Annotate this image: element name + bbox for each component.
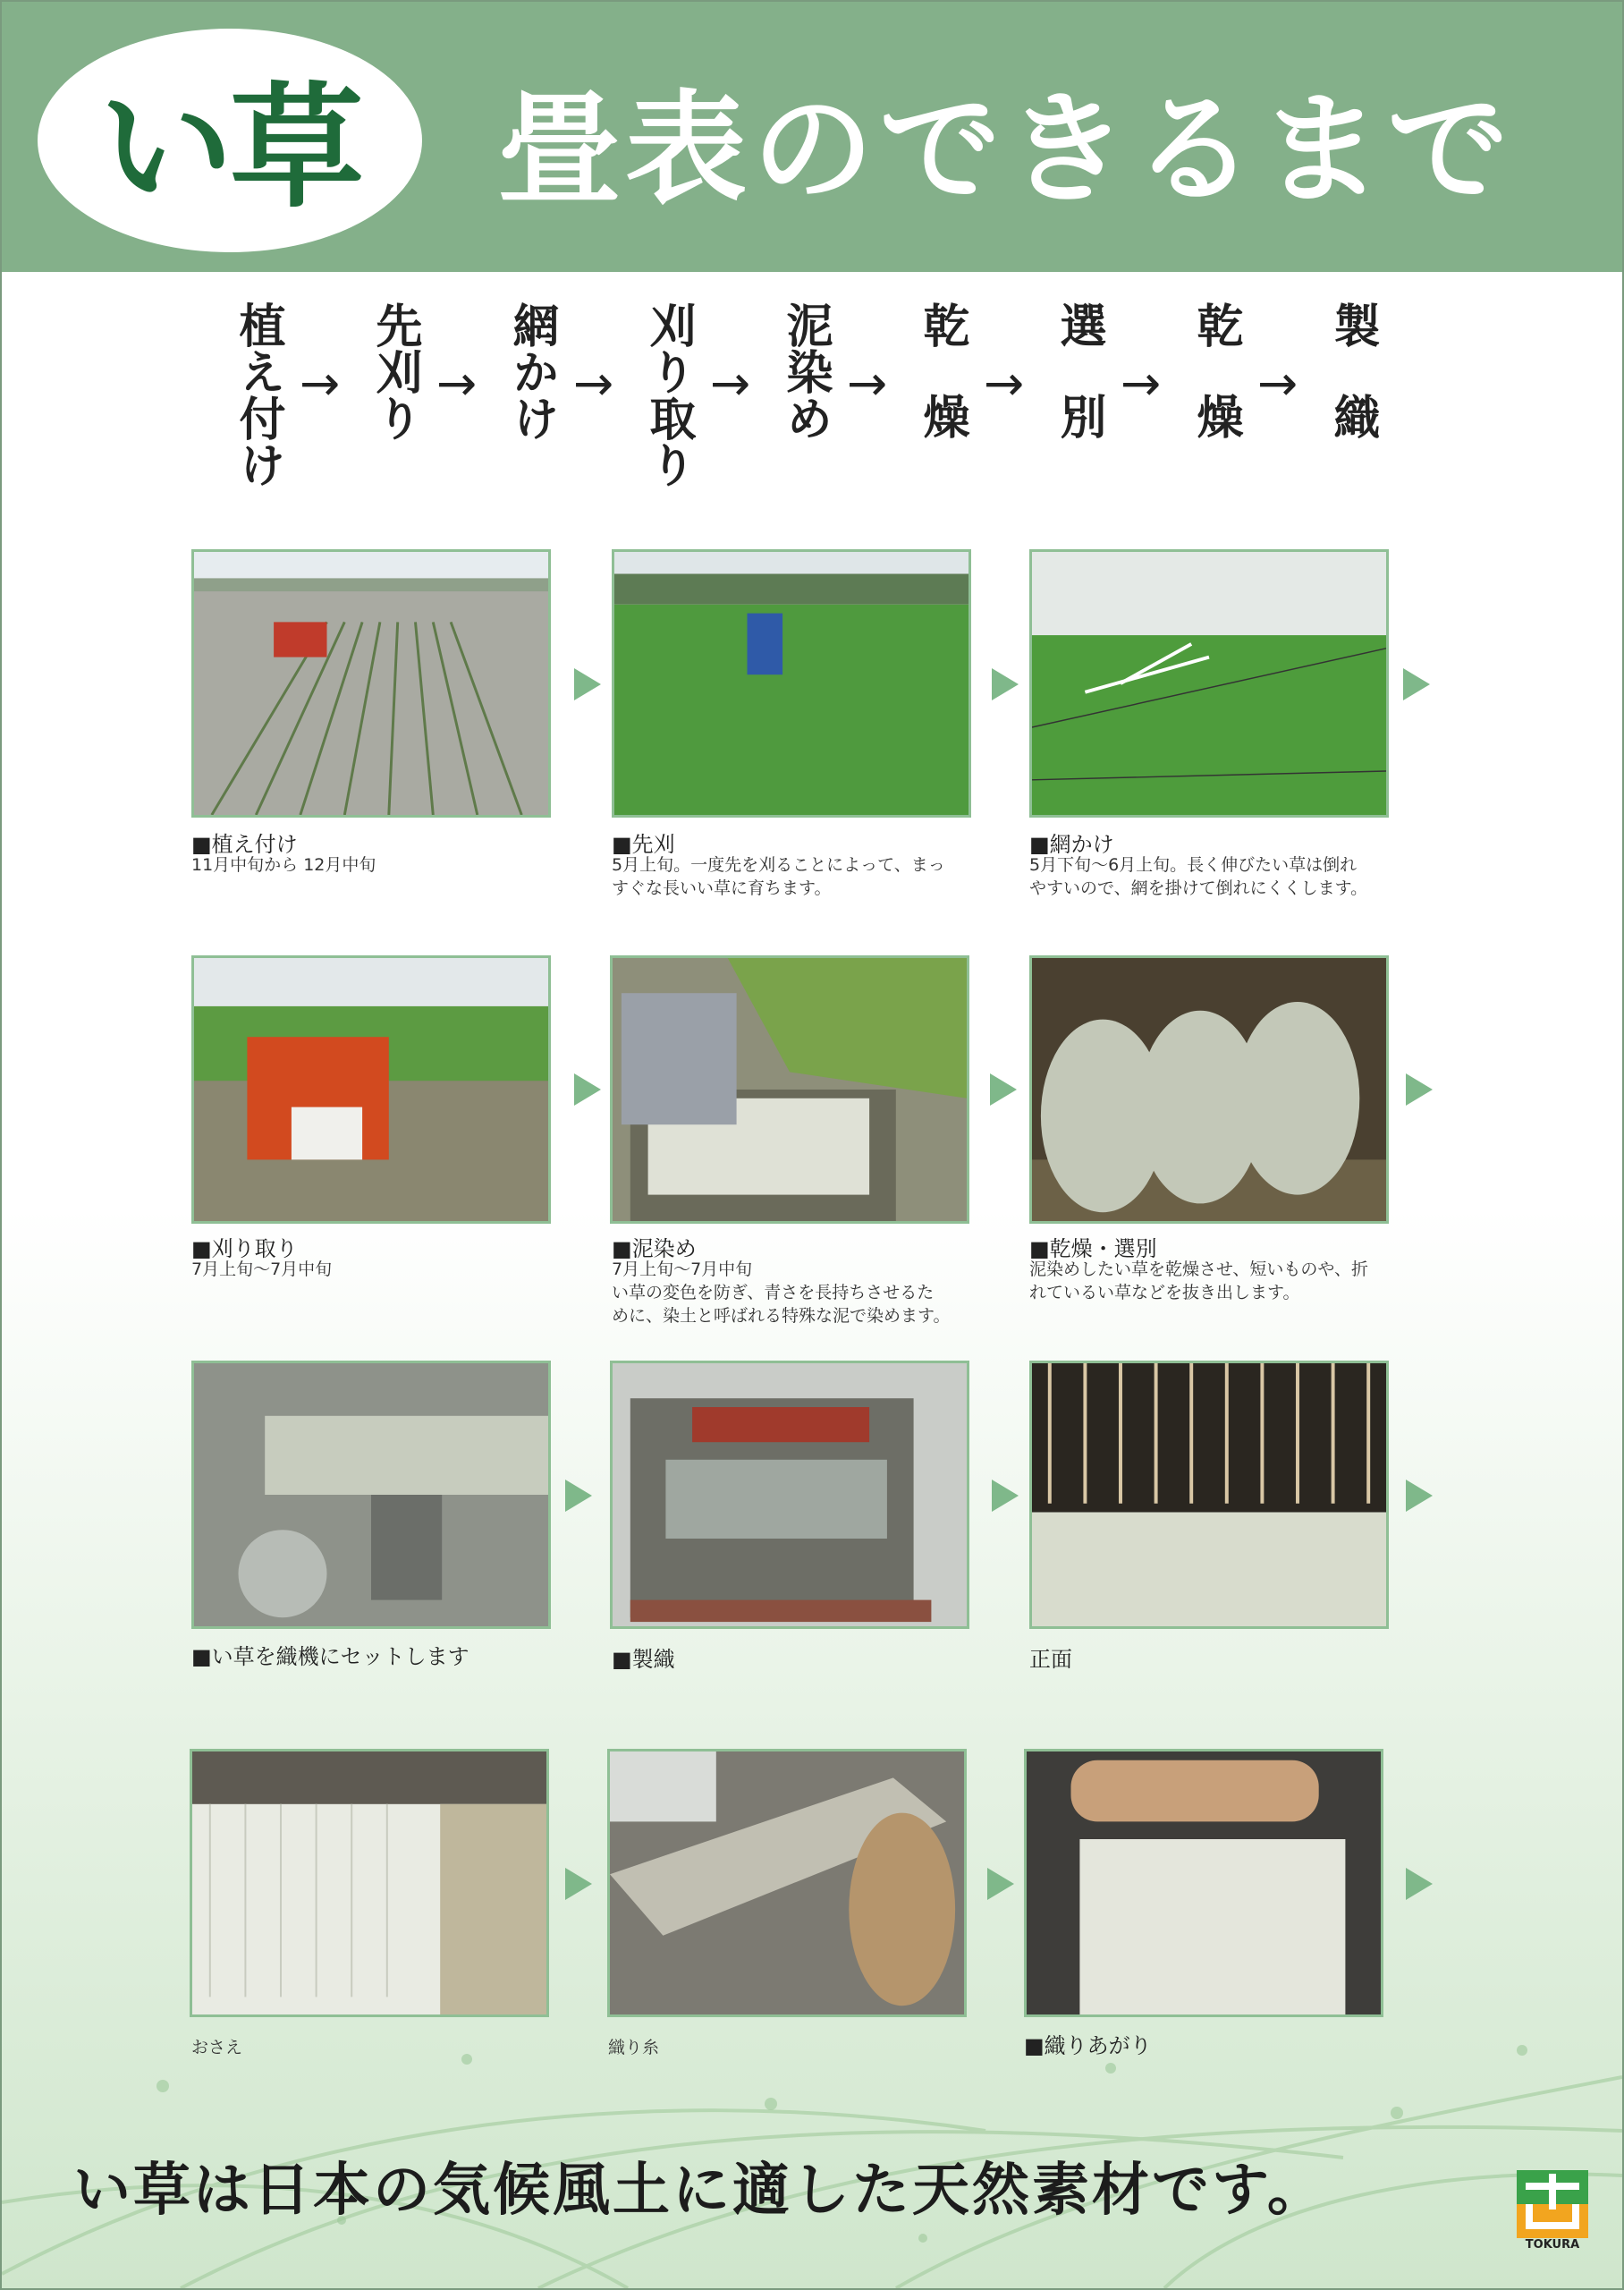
process-flow	[230, 301, 1392, 516]
photo-harvest	[191, 955, 551, 1224]
flow-arrow: →	[573, 355, 614, 411]
badge-oval	[38, 29, 422, 252]
flow-step: 先刈り	[368, 301, 421, 441]
flow-arrow: →	[1257, 355, 1298, 411]
flow-step: 泥染め	[778, 301, 832, 441]
photo-weaving-machine	[610, 1361, 969, 1629]
next-arrow-icon	[1403, 668, 1430, 700]
card-title: ■網かけ	[1029, 832, 1114, 857]
card-desc: おさえ	[191, 2038, 243, 2057]
flow-arrow: →	[1121, 355, 1162, 411]
footer-slogan: い草は日本の気候風土に適した天然素材です。	[73, 2157, 1327, 2224]
photo-drying-bundles	[1029, 955, 1389, 1224]
photo-netting	[1029, 549, 1389, 818]
card-desc: 織り糸	[608, 2038, 660, 2057]
card-title: 正面	[1029, 1647, 1072, 1672]
logo-text: TOKURA	[1525, 2238, 1580, 2252]
next-arrow-icon	[1406, 1073, 1433, 1106]
next-arrow-icon	[574, 668, 601, 700]
card-title: ■い草を織機にセットします	[191, 1644, 469, 1669]
photo-weaving-thread	[607, 1749, 967, 2017]
tokura-logo	[1517, 2170, 1588, 2254]
photo-trimming	[612, 549, 971, 818]
flow-arrow: →	[710, 355, 751, 411]
flow-step: 選別	[1052, 301, 1105, 484]
flow-arrow: →	[436, 355, 478, 411]
photo-loom-setup	[191, 1361, 551, 1629]
card-title: ■先刈	[612, 832, 675, 857]
card-desc: 5月上旬。一度先を刈ることによって、まっ すぐな長いい草に育ちます。	[612, 855, 945, 898]
card-desc: 7月上旬～7月中旬 い草の変色を防ぎ、青さを長持ちさせるた めに、染土と呼ばれる特殊な泥で染めます。	[612, 1260, 951, 1326]
page-title: 畳表のできるまで	[498, 80, 1514, 221]
card-desc: 5月下旬～6月上旬。長く伸びたい草は倒れ やすいので、網を掛けて倒れにくくします。	[1029, 855, 1368, 898]
next-arrow-icon	[990, 1073, 1017, 1106]
next-arrow-icon	[565, 1480, 592, 1512]
flow-step: 網かけ	[504, 301, 558, 441]
header-banner	[2, 2, 1622, 272]
card-desc: 泥染めしたい草を乾燥させ、短いものや、折 れているい草などを抜き出します。	[1029, 1260, 1369, 1302]
photo-mud-dyeing	[610, 955, 969, 1224]
flow-arrow: →	[300, 355, 341, 411]
next-arrow-icon	[987, 1868, 1014, 1900]
card-title: ■製織	[612, 1647, 675, 1672]
photo-finished-weave	[1024, 1749, 1383, 2017]
card-title: ■乾燥・選別	[1029, 1236, 1157, 1261]
flow-arrow: →	[847, 355, 888, 411]
card-desc: 7月上旬～7月中旬	[191, 1260, 333, 1279]
next-arrow-icon	[574, 1073, 601, 1106]
next-arrow-icon	[992, 1480, 1019, 1512]
next-arrow-icon	[1406, 1480, 1433, 1512]
photo-weave-front	[1029, 1361, 1389, 1629]
next-arrow-icon	[565, 1868, 592, 1900]
card-title: ■植え付け	[191, 832, 298, 857]
next-arrow-icon	[1406, 1868, 1433, 1900]
photo-osae	[190, 1749, 549, 2017]
flow-step: 乾燥	[1188, 301, 1242, 484]
photo-planting	[191, 549, 551, 818]
card-title: ■刈り取り	[191, 1236, 298, 1261]
flow-step: 乾燥	[915, 301, 968, 484]
flow-arrow: →	[984, 355, 1025, 411]
flow-step: 植え付け	[231, 301, 284, 488]
card-title: ■織りあがり	[1024, 2033, 1152, 2058]
flow-step: 刈り取り	[641, 301, 695, 488]
next-arrow-icon	[992, 668, 1019, 700]
flow-step: 製織	[1325, 301, 1379, 484]
card-desc: 11月中旬から 12月中旬	[191, 855, 376, 875]
card-title: ■泥染め	[612, 1236, 697, 1261]
badge-text: い草	[98, 69, 360, 226]
